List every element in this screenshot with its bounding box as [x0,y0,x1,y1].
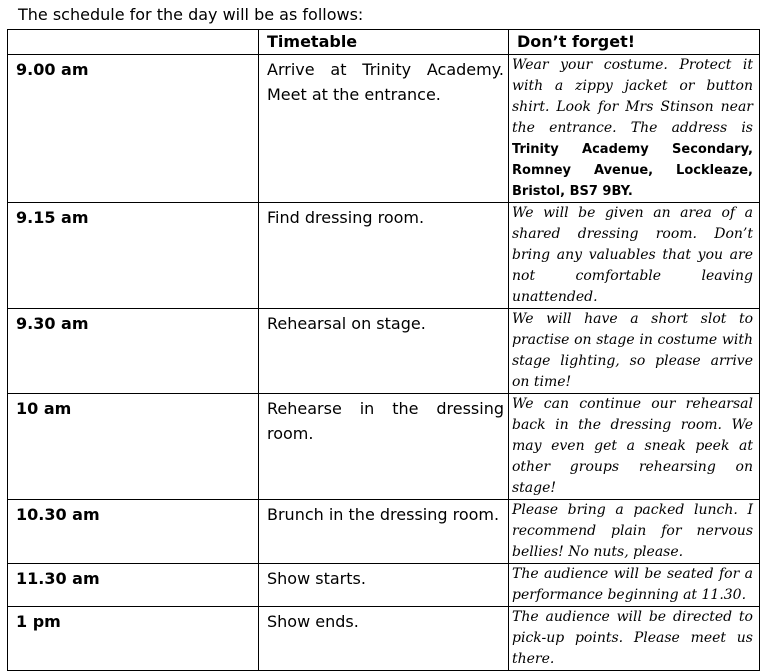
row-timetable: Show starts. [259,564,509,607]
row-note: We will have a short slot to practise on stage in costume with stage lighting, so please arrive on time! [509,309,760,394]
intro-text: The schedule for the day will be as follows: [18,5,364,24]
row-timetable: Rehearse in the dressing room. [259,394,509,500]
row-time: 10.30 am [8,500,259,564]
table-row [8,394,760,500]
row-time: 1 pm [8,607,259,671]
row-note: The audience will be directed to pick-up points. Please meet us there. [509,607,760,671]
table-row [8,607,760,671]
row-time: 9.15 am [8,203,259,309]
venue-address: Trinity Academy Secondary, Romney Avenue, Lockleaze, Bristol, BS7 9BY. [512,142,753,199]
row-time: 11.30 am [8,564,259,607]
row-timetable: Find dressing room. [259,203,509,309]
table-row [8,55,760,203]
row-timetable: Brunch in the dressing room. [259,500,509,564]
row-note: We will be given an area of a shared dressing room. Don’t bring any valuables that you are not comfortable leaving unattended. [509,203,760,309]
row-note-text: Wear your costume. Protect it with a zippy jacket or button shirt. Look for Mrs Stinson near the entrance. The address is [512,57,753,136]
row-note: We can continue our rehearsal back in the dressing room. We may even get a sneak peek at other groups rehearsing on stage! [509,394,760,500]
row-timetable: Arrive at Trinity Academy. Meet at the entrance. [259,55,509,203]
table-row [8,309,760,394]
table-row [8,500,760,564]
schedule-table [7,29,760,671]
header-time [8,30,259,55]
row-time: 9.00 am [8,55,259,203]
header-dont-forget: Don’t forget! [509,30,760,55]
header-timetable: Timetable [259,30,509,55]
row-note [509,55,760,203]
row-timetable: Rehearsal on stage. [259,309,509,394]
row-note: The audience will be seated for a performance beginning at 11.30. [509,564,760,607]
table-row [8,203,760,309]
table-row [8,564,760,607]
table-header-row [8,30,760,55]
row-note: Please bring a packed lunch. I recommend plain for nervous bellies! No nuts, please. [509,500,760,564]
row-time: 9.30 am [8,309,259,394]
row-time: 10 am [8,394,259,500]
row-timetable: Show ends. [259,607,509,671]
